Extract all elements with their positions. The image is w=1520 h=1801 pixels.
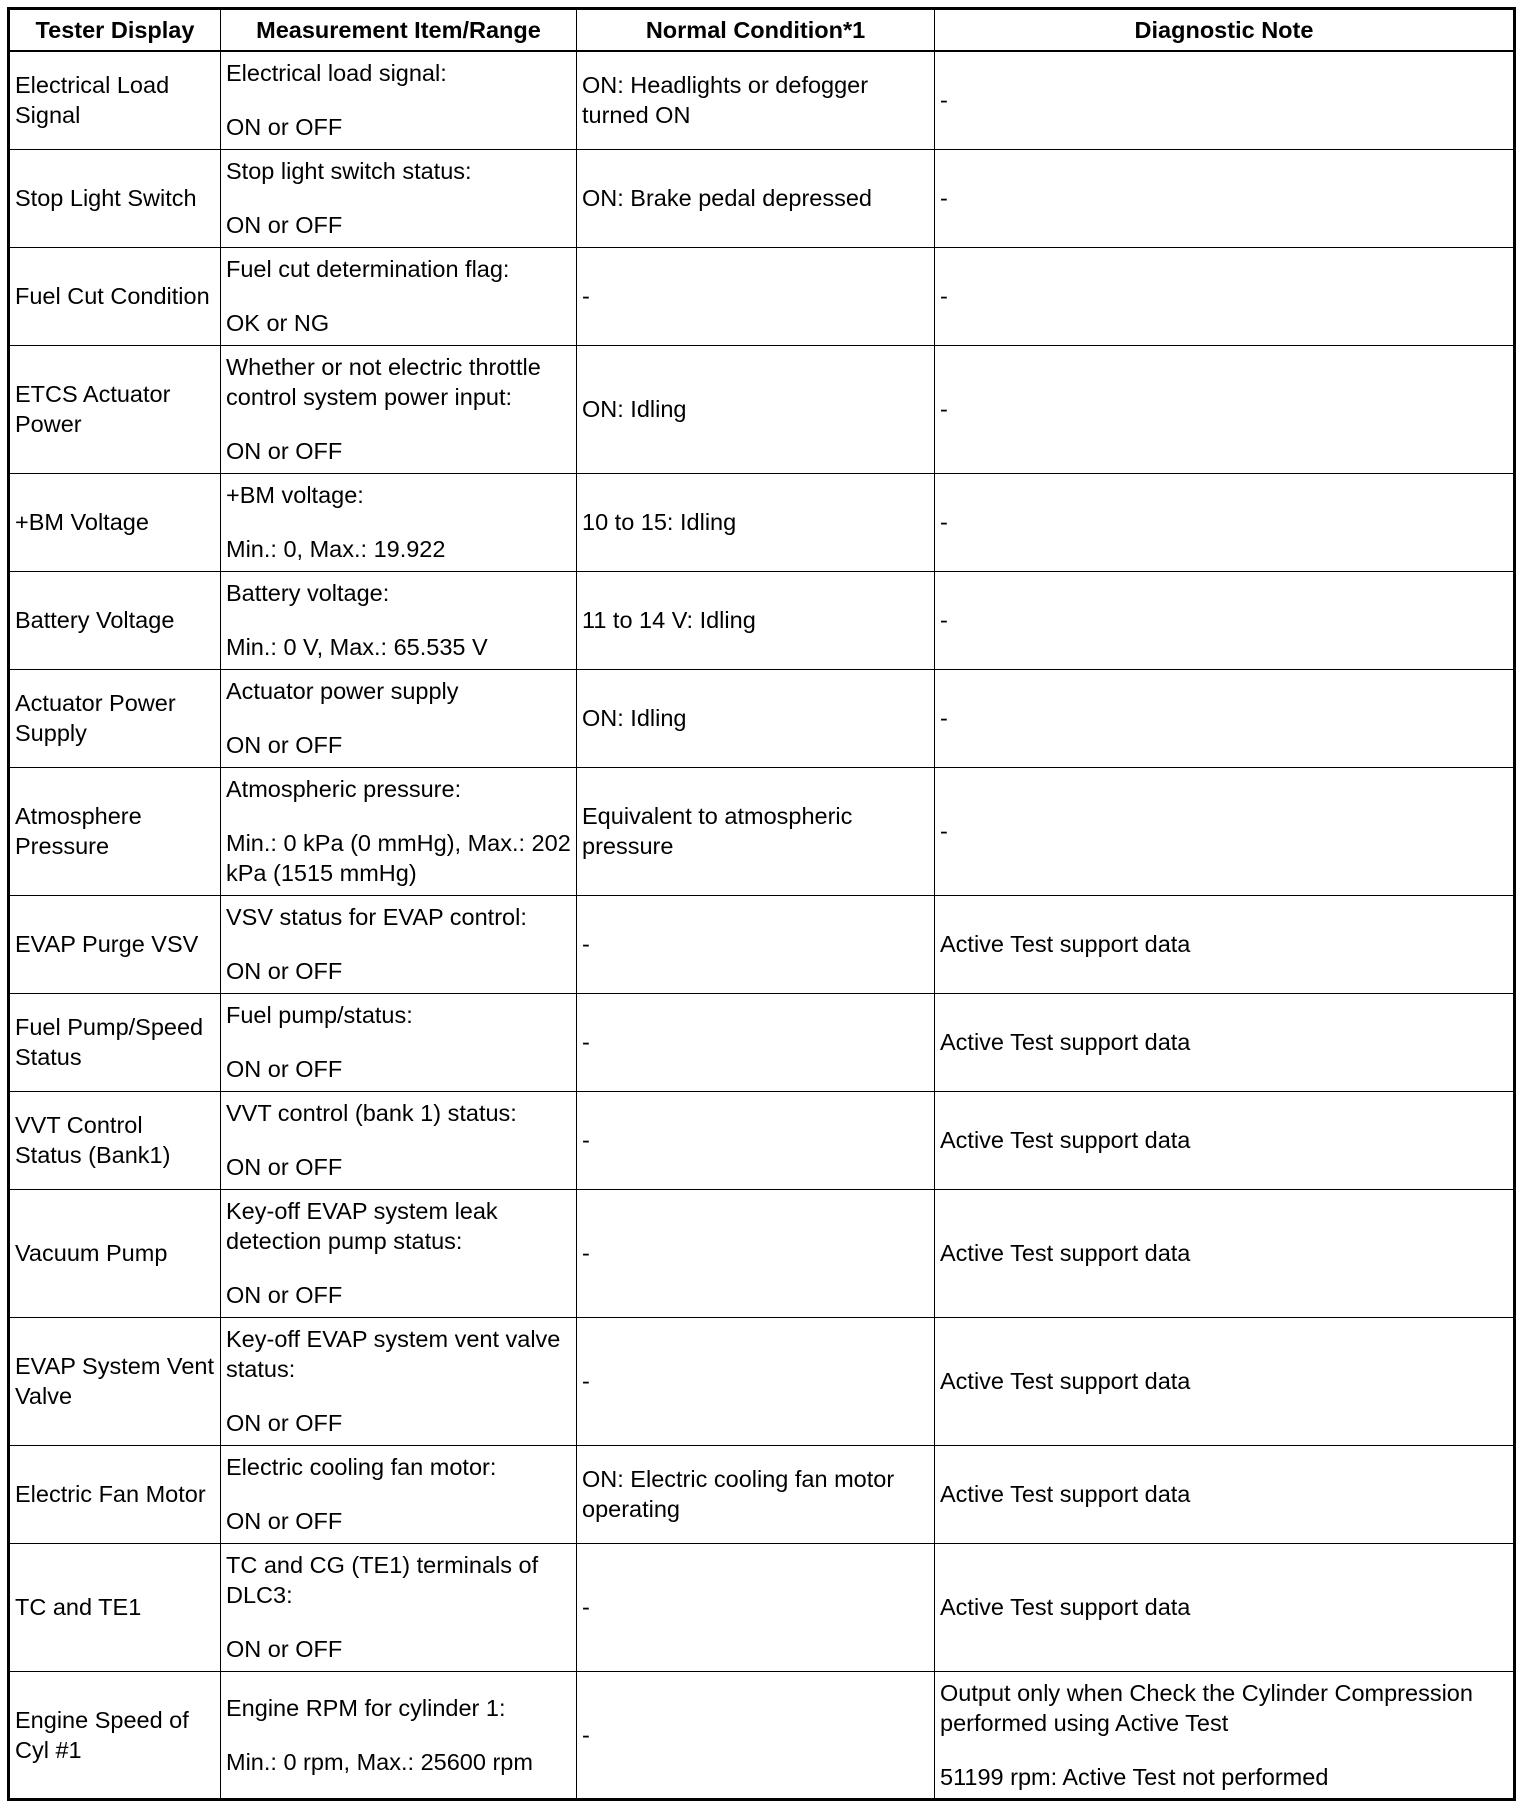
table-row	[9, 895, 1515, 993]
measurement-range: ON or OFF	[226, 438, 343, 464]
tester-display-cell: Electrical Load Signal	[9, 51, 221, 149]
table-row	[9, 1543, 1515, 1671]
diagnostic-note-cell: -	[935, 51, 1515, 149]
measurement-cell	[221, 1091, 577, 1189]
table-row	[9, 247, 1515, 345]
measurement-item: Engine RPM for cylinder 1:	[226, 1694, 506, 1721]
normal-condition-cell: -	[577, 895, 935, 993]
table-row	[9, 51, 1515, 149]
measurement-item: Fuel pump/status:	[226, 1002, 413, 1028]
table-row	[9, 1671, 1515, 1799]
measurement-item: Whether or not electric throttle control system power input:	[226, 354, 541, 410]
tester-display-cell: EVAP Purge VSV	[9, 895, 221, 993]
measurement-range: ON or OFF	[226, 1282, 343, 1308]
measurement-cell	[221, 473, 577, 571]
tester-display-cell: VVT Control Status (Bank1)	[9, 1091, 221, 1189]
measurement-cell	[221, 1543, 577, 1671]
tester-display-cell: Vacuum Pump	[9, 1189, 221, 1317]
normal-condition-cell: ON: Electric cooling fan motor operating	[577, 1445, 935, 1543]
table-row	[9, 993, 1515, 1091]
table-row	[9, 473, 1515, 571]
header-measurement-item: Measurement Item/Range	[221, 9, 577, 52]
normal-condition-cell: ON: Brake pedal depressed	[577, 149, 935, 247]
measurement-cell	[221, 993, 577, 1091]
table-row	[9, 669, 1515, 767]
diagnostic-note-cell: -	[935, 345, 1515, 473]
measurement-item: VVT control (bank 1) status:	[226, 1100, 517, 1126]
tester-display-cell: EVAP System Vent Valve	[9, 1317, 221, 1445]
diagnostic-note-cell: -	[935, 767, 1515, 895]
diagnostic-note-cell: -	[935, 571, 1515, 669]
diagnostic-note-cell: -	[935, 473, 1515, 571]
measurement-cell	[221, 669, 577, 767]
normal-condition-cell: ON: Idling	[577, 669, 935, 767]
normal-condition-cell: -	[577, 1091, 935, 1189]
measurement-cell	[221, 1445, 577, 1543]
table-row	[9, 1445, 1515, 1543]
diagnostic-note-cell: Active Test support data	[935, 1317, 1515, 1445]
normal-condition-cell: ON: Headlights or defogger turned ON	[577, 51, 935, 149]
normal-condition-cell: -	[577, 1317, 935, 1445]
normal-condition-cell: -	[577, 1543, 935, 1671]
measurement-cell	[221, 895, 577, 993]
measurement-item: Key-off EVAP system leak detection pump status:	[226, 1198, 498, 1254]
tester-display-cell: Atmosphere Pressure	[9, 767, 221, 895]
tester-display-cell: TC and TE1	[9, 1543, 221, 1671]
tester-display-cell: Actuator Power Supply	[9, 669, 221, 767]
tester-display-cell: Fuel Cut Condition	[9, 247, 221, 345]
tester-display-cell: Stop Light Switch	[9, 149, 221, 247]
measurement-cell	[221, 571, 577, 669]
normal-condition-cell: -	[577, 1671, 935, 1799]
normal-condition-cell: 10 to 15: Idling	[577, 473, 935, 571]
normal-condition-cell: ON: Idling	[577, 345, 935, 473]
measurement-item: Electrical load signal:	[226, 60, 447, 87]
measurement-item: TC and CG (TE1) terminals of DLC3:	[226, 1552, 539, 1608]
measurement-item: Battery voltage:	[226, 580, 390, 606]
measurement-range: ON or OFF	[226, 1410, 343, 1436]
measurement-item: +BM voltage:	[226, 482, 364, 508]
measurement-range: OK or NG	[226, 310, 330, 336]
measurement-item: VSV status for EVAP control:	[226, 904, 527, 930]
diagnostic-note-cell	[935, 1671, 1515, 1799]
measurement-item: Fuel cut determination flag:	[226, 256, 510, 282]
diagnostic-note-default: 51199 rpm: Active Test not performed	[940, 1763, 1329, 1790]
diagnostic-note-cell: -	[935, 247, 1515, 345]
tester-display-cell: Electric Fan Motor	[9, 1445, 221, 1543]
measurement-range: Min.: 0 rpm, Max.: 25600 rpm	[226, 1748, 533, 1775]
normal-condition-cell: Equivalent to atmospheric pressure	[577, 767, 935, 895]
header-row	[9, 9, 1515, 52]
measurement-item: Stop light switch status:	[226, 158, 472, 184]
measurement-range: ON or OFF	[226, 1056, 343, 1082]
tester-display-cell: Battery Voltage	[9, 571, 221, 669]
measurement-item: Key-off EVAP system vent valve status:	[226, 1326, 561, 1382]
measurement-cell	[221, 767, 577, 895]
table-row	[9, 1317, 1515, 1445]
table-row	[9, 149, 1515, 247]
diagnostic-note-cell: Active Test support data	[935, 1445, 1515, 1543]
measurement-cell	[221, 1317, 577, 1445]
diagnostic-note-cell: Active Test support data	[935, 1543, 1515, 1671]
tester-display-cell: Fuel Pump/Speed Status	[9, 993, 221, 1091]
table-row	[9, 345, 1515, 473]
table-row	[9, 1091, 1515, 1189]
diagnostic-note-cell: -	[935, 669, 1515, 767]
table-row	[9, 571, 1515, 669]
measurement-range: ON or OFF	[226, 212, 343, 238]
measurement-range: ON or OFF	[226, 732, 343, 758]
measurement-item: Actuator power supply	[226, 678, 459, 704]
measurement-range: ON or OFF	[226, 958, 343, 984]
measurement-cell	[221, 1189, 577, 1317]
header-tester-display: Tester Display	[9, 9, 221, 52]
diagnostic-data-table	[7, 7, 1516, 1801]
measurement-cell	[221, 1671, 577, 1799]
measurement-range: ON or OFF	[226, 1636, 343, 1662]
header-diagnostic-note: Diagnostic Note	[935, 9, 1515, 52]
measurement-cell	[221, 51, 577, 149]
table-row	[9, 767, 1515, 895]
diagnostic-note-text: Output only when Check the Cylinder Compression performed using Active Test	[940, 1679, 1473, 1736]
measurement-cell	[221, 149, 577, 247]
normal-condition-cell: -	[577, 1189, 935, 1317]
measurement-range: Min.: 0 kPa (0 mmHg), Max.: 202 kPa (1515 mmHg)	[226, 830, 571, 886]
diagnostic-note-cell: Active Test support data	[935, 1189, 1515, 1317]
normal-condition-cell: -	[577, 993, 935, 1091]
measurement-range: ON or OFF	[226, 1154, 343, 1180]
measurement-item: Atmospheric pressure:	[226, 776, 462, 802]
measurement-cell	[221, 345, 577, 473]
normal-condition-cell: 11 to 14 V: Idling	[577, 571, 935, 669]
normal-condition-cell: -	[577, 247, 935, 345]
tester-display-cell: ETCS Actuator Power	[9, 345, 221, 473]
table-row	[9, 1189, 1515, 1317]
measurement-range: Min.: 0, Max.: 19.922	[226, 536, 446, 562]
header-normal-condition: Normal Condition*1	[577, 9, 935, 52]
measurement-item: Electric cooling fan motor:	[226, 1454, 497, 1480]
measurement-cell	[221, 247, 577, 345]
tester-display-cell: Engine Speed of Cyl #1	[9, 1671, 221, 1799]
measurement-range: Min.: 0 V, Max.: 65.535 V	[226, 634, 488, 660]
measurement-range: ON or OFF	[226, 1508, 343, 1534]
diagnostic-note-cell: Active Test support data	[935, 895, 1515, 993]
diagnostic-note-cell: Active Test support data	[935, 1091, 1515, 1189]
diagnostic-note-cell: Active Test support data	[935, 993, 1515, 1091]
tester-display-cell: +BM Voltage	[9, 473, 221, 571]
diagnostic-note-cell: -	[935, 149, 1515, 247]
measurement-range: ON or OFF	[226, 114, 343, 141]
